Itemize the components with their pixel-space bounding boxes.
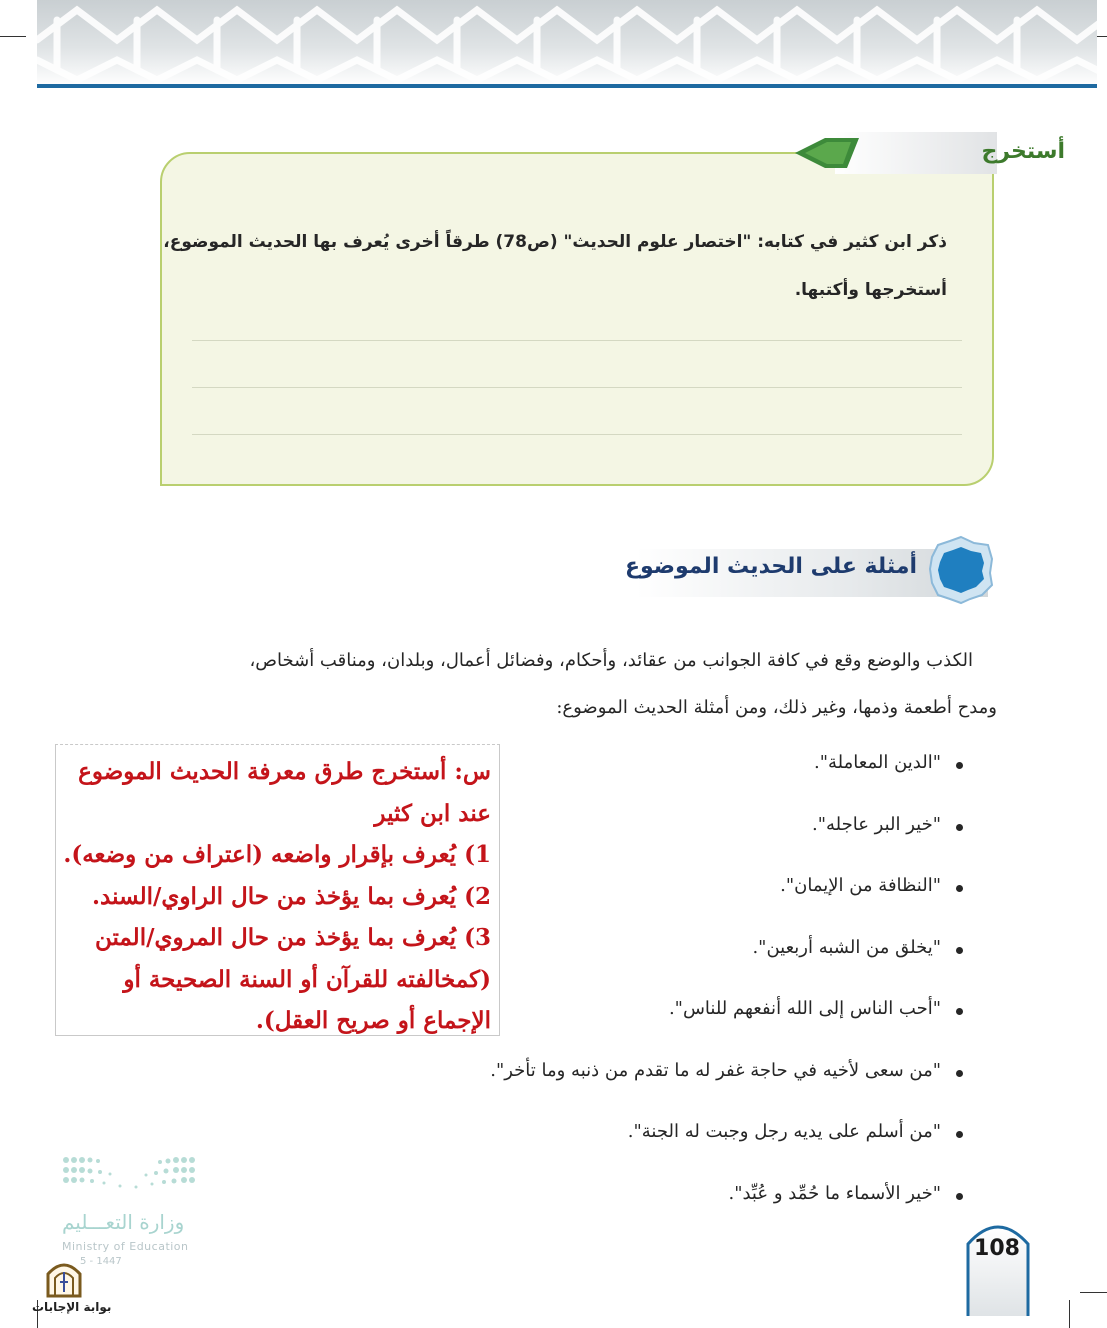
activity-prompt (157, 218, 947, 314)
list-item: "خير الأسماء ما حُمِّد و عُبِّد". (417, 1183, 977, 1245)
bullet-icon (956, 885, 963, 892)
paragraph-line-1: الكذب والوضع وقع في كافة الجوانب من عقائد، وأحكام، وفضائل أعمال، وبلدان، ومناقب أشخاص، (249, 650, 973, 671)
answer-line: الإجماع أو صريح العقل). (255, 1007, 491, 1034)
ministry-year: 5 - 1447 (80, 1256, 122, 1267)
answer-line: س: أستخرج طرق معرفة الحديث الموضوع (78, 758, 491, 785)
section-title: أمثلة على الحديث الموضوع (624, 554, 917, 579)
crop-mark (0, 36, 26, 37)
bullet-icon (956, 1070, 963, 1077)
bullet-icon (956, 1131, 963, 1138)
watermark-logo-icon (42, 1256, 86, 1300)
ministry-name-en: Ministry of Education (62, 1240, 189, 1253)
activity-line-1: ذكر ابن كثير في كتابه: "اختصار علوم الحديث" (ص78) طرقاً أخرى يُعرف بها الحديث الموضوع، (163, 232, 947, 252)
activity-tab-label: أستخرج (981, 139, 1065, 164)
answer-line: 3) يُعرف بما يؤخذ من حال المروي/المتن (94, 924, 491, 951)
bullet-icon (956, 1008, 963, 1015)
answer-line: 2) يُعرف بما يؤخذ من حال الراوي/السند. (92, 882, 491, 910)
crop-mark (1080, 1292, 1107, 1293)
examples-list (417, 752, 977, 1244)
activity-line-2: أستخرجها وأكتبها. (794, 280, 947, 300)
answer-box (55, 744, 500, 1036)
header-pattern-band (37, 0, 1097, 86)
page-number: 108 (974, 1236, 1020, 1261)
paragraph-line-2: ومدح أطعمة وذمها، وغير ذلك، ومن أمثلة الحديث الموضوع: (556, 697, 997, 718)
list-item: "الدين المعاملة". (417, 752, 977, 814)
list-item: "من أسلم على يديه رجل وجبت له الجنة". (417, 1121, 977, 1183)
header-rule (37, 84, 1097, 88)
arabesque-pattern-icon (37, 0, 1097, 86)
bullet-icon (956, 824, 963, 831)
answer-line: 1) يُعرف بإقرار واضعه (اعتراف من وضعه). (63, 841, 491, 868)
answer-line: عند ابن كثير (374, 799, 491, 827)
list-item: "النظافة من الإيمان". (417, 875, 977, 937)
bullet-icon (956, 762, 963, 769)
answer-text (61, 751, 491, 1042)
crop-mark (1069, 1300, 1070, 1328)
list-item: "يخلق من الشبه أربعين". (417, 937, 977, 999)
writing-line (192, 387, 962, 388)
activity-tab (795, 132, 997, 174)
watermark-text: بوابة الإجابات (32, 1300, 112, 1314)
octagon-badge-icon (928, 535, 994, 605)
ministry-name-ar: وزارة التعـــليم (62, 1210, 185, 1234)
bullet-icon (956, 1193, 963, 1200)
writing-line (192, 340, 962, 341)
ministry-logo-icon (60, 1150, 200, 1196)
list-item: "من سعى لأخيه في حاجة غفر له ما تقدم من ذنبه وما تأخر". (417, 1060, 977, 1122)
activity-box (160, 152, 994, 486)
answer-line: (كمخالفته للقرآن أو السنة الصحيحة أو (123, 965, 491, 993)
page-number-tab (966, 1216, 1030, 1316)
bullet-icon (956, 947, 963, 954)
list-item: "أحب الناس إلى الله أنفعهم للناس". (417, 998, 977, 1060)
list-item: "خير البر عاجله". (417, 814, 977, 876)
writing-line (192, 434, 962, 435)
